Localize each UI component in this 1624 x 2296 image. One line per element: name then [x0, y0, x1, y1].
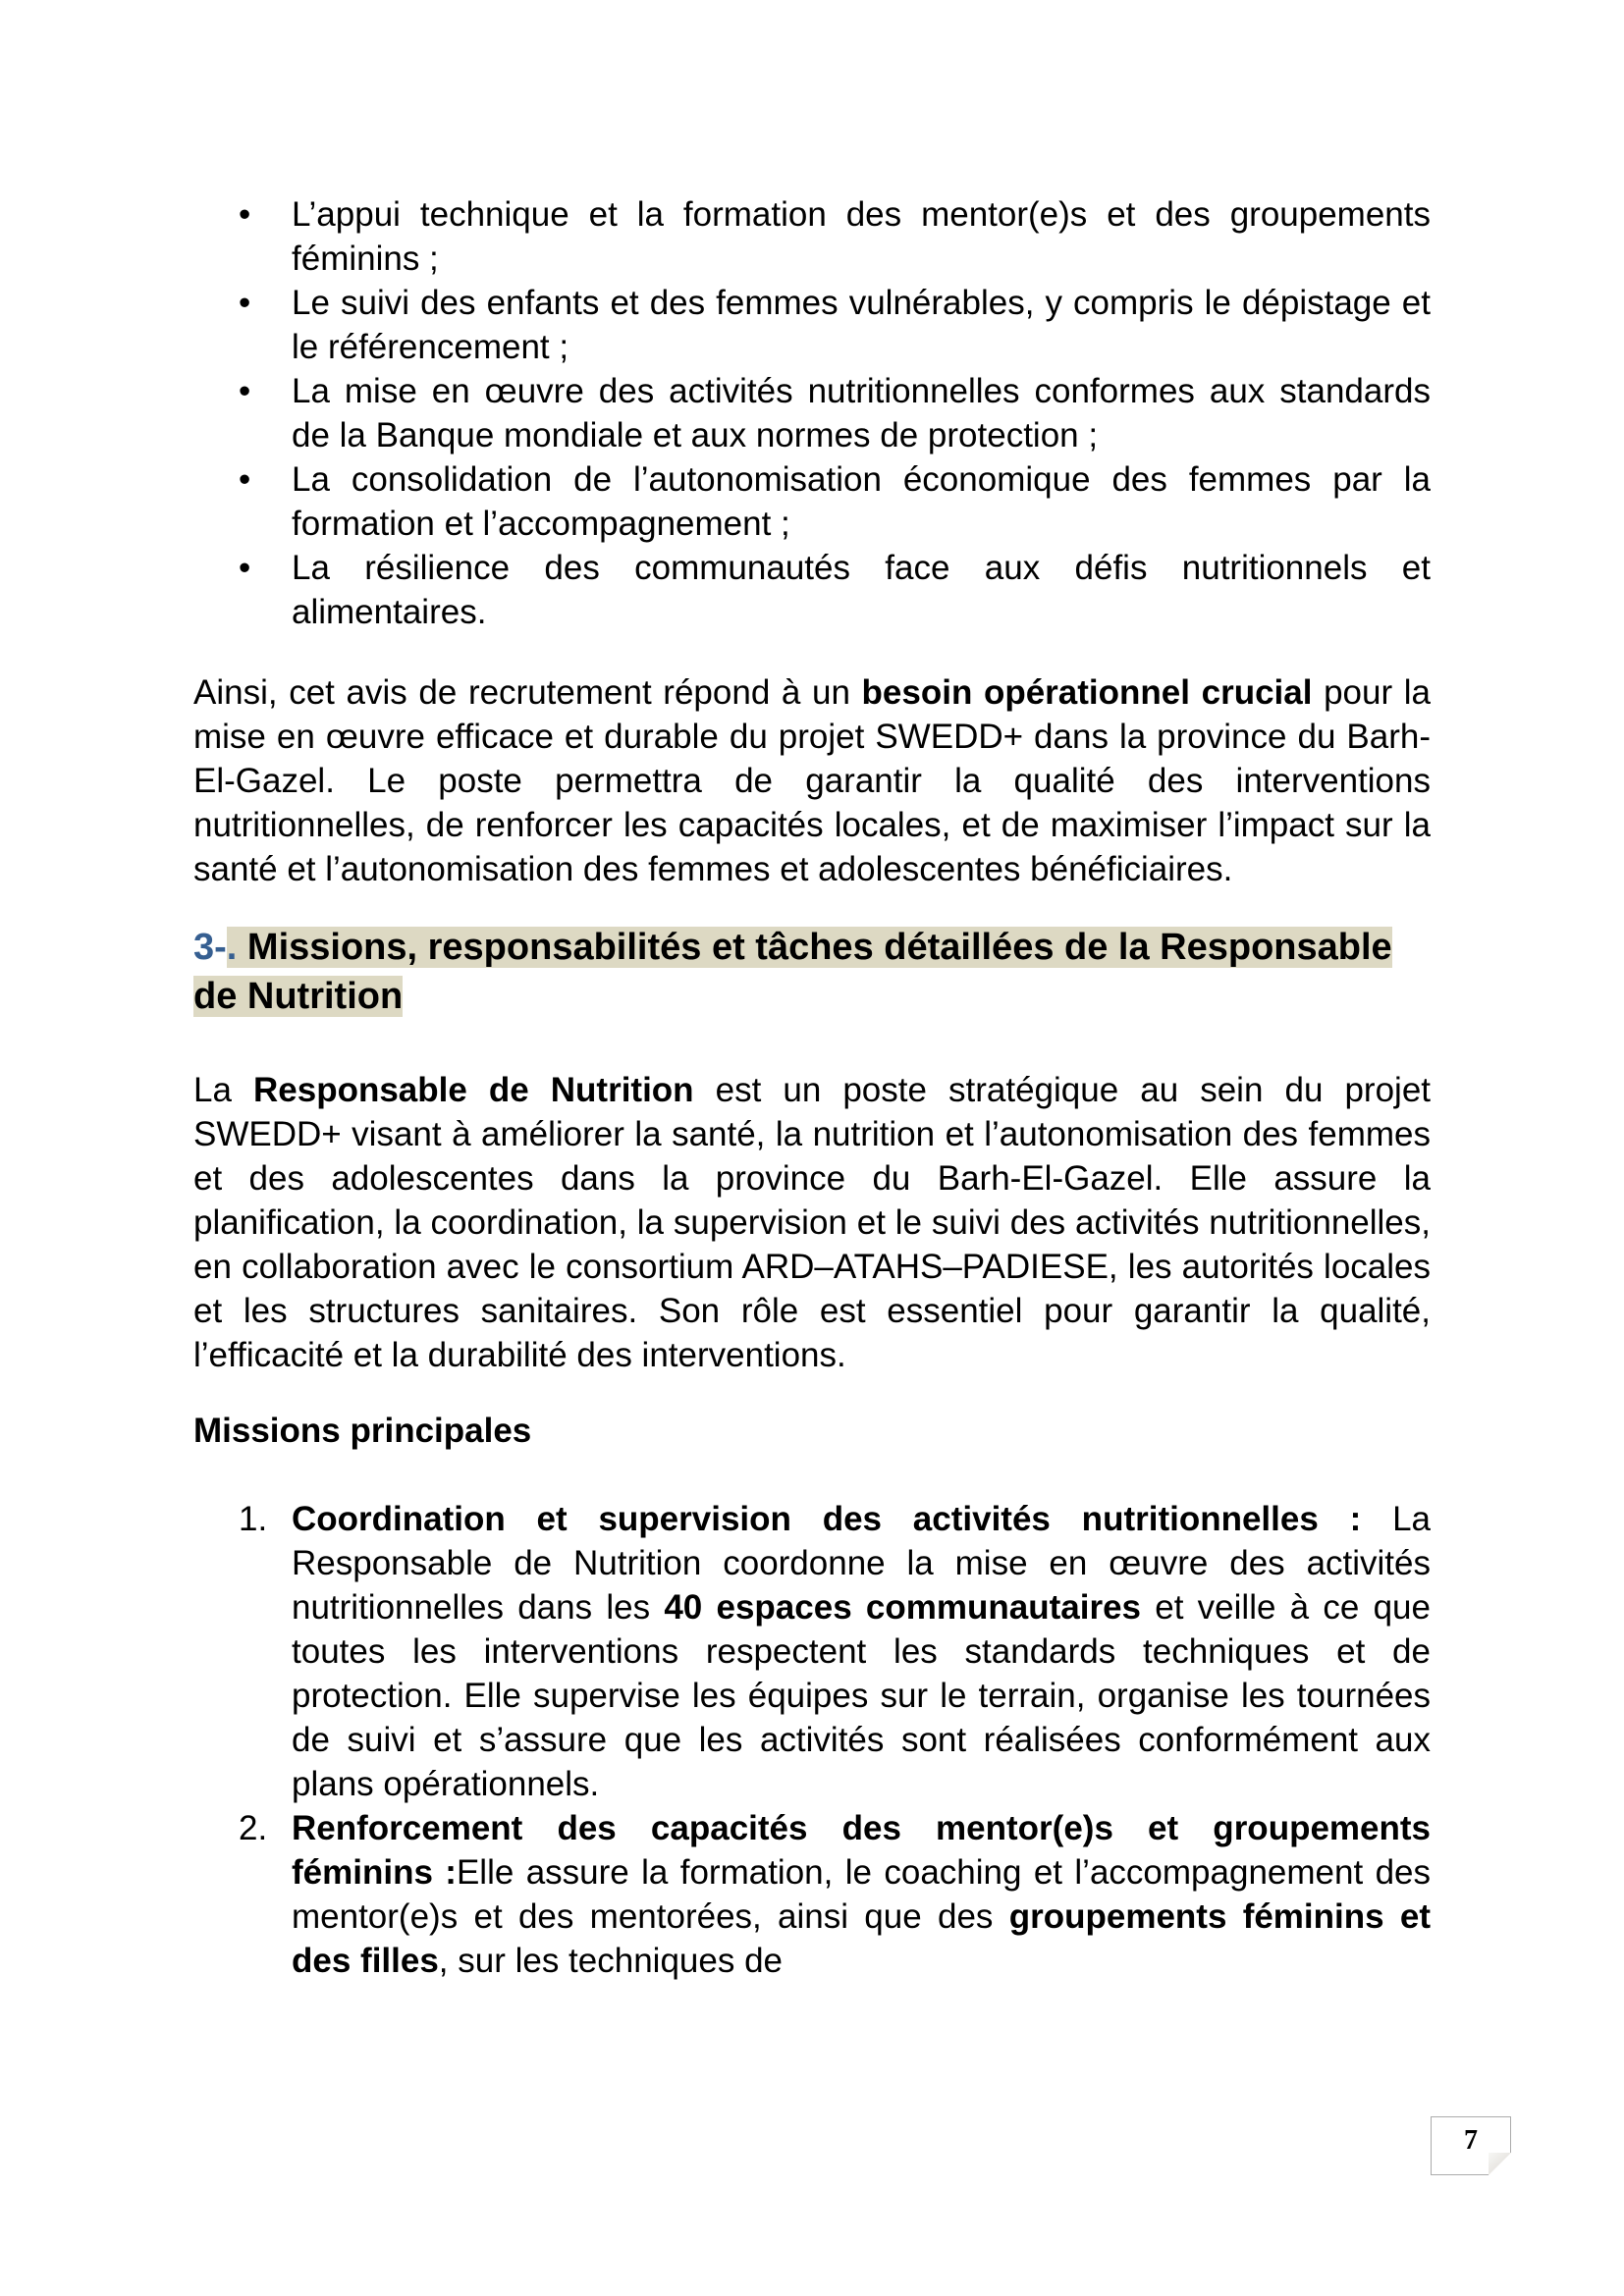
list-item-text — [292, 1500, 1431, 1803]
list-item — [193, 281, 1431, 369]
text-run: et veille à ce que toutes les interventions respectent les standards techniques et de protection. Elle supervise les équipes sur le terrain, organise les tournées de suivi et s’assure que les activités sont réalisées conformément aux plans opérationnels. — [292, 1588, 1431, 1803]
section-heading-missions — [193, 923, 1431, 1021]
text-run: L’appui technique et la formation des mentor(e)s et des groupements féminins ; — [292, 195, 1431, 278]
folded-corner-icon — [1489, 2153, 1511, 2175]
list-item — [193, 192, 1431, 281]
list-number: 1. — [239, 1500, 268, 1538]
text-run: La Responsable de Nutrition coordonne la mise en œuvre des activités nutritionnelles dans les — [292, 1500, 1431, 1627]
numbered-list — [193, 1497, 1431, 1983]
bullet-icon: • — [239, 195, 251, 234]
list-item — [193, 1806, 1431, 1983]
list-number: 2. — [239, 1809, 268, 1847]
bullet-icon: • — [239, 460, 251, 499]
subheading-missions-principales: Missions principales — [193, 1412, 532, 1450]
list-item-text — [292, 195, 1431, 278]
bullet-list — [193, 192, 1431, 634]
list-item-text — [292, 460, 1431, 543]
text-run: 3- — [193, 927, 227, 968]
text-run: Ainsi, cet avis de recrutement répond à un — [193, 673, 862, 712]
text-run: Renforcement des capacités des mentor(e)s et groupements féminins : — [292, 1809, 1431, 1892]
text-run: Le suivi des enfants et des femmes vulnérables, y compris le dépistage et le référencement ; — [292, 284, 1431, 366]
text-run: Elle assure la formation, le coaching et l’accompagnement des mentor(e)s et des mentorées, ainsi que des — [292, 1853, 1431, 1936]
text-run: pour la mise en œuvre efficace et durable du projet SWEDD+ dans la province du Barh-El-Gazel. Le poste permettra de garantir la qualité des interventions nutritionnelles, de renforcer les capacités locales, et de maximiser l’impact sur la santé et l’autonomisation des femmes et adolescentes bénéficiaires. — [193, 673, 1431, 888]
text-run: , sur les techniques de — [438, 1942, 784, 1980]
list-item-text — [292, 549, 1431, 631]
text-run: est un poste stratégique au sein du projet SWEDD+ visant à améliorer la santé, la nutrition et l’autonomisation des femmes et des adolescentes dans la province du Barh-El-Gazel. Elle assure la planification, la coordination, la supervision et le suivi des activités nutritionnelles, en collaboration avec le consortium ARD–ATAHS–PADIESE, les autorités locales et les structures sanitaires. Son rôle est essentiel pour garantir la qualité, l’efficacité et la durabilité des interventions. — [193, 1071, 1432, 1374]
bullet-icon: • — [239, 372, 251, 410]
list-item — [193, 546, 1431, 634]
list-item — [193, 457, 1431, 546]
list-item-text — [292, 1809, 1431, 1980]
page-number: 7 — [1464, 2125, 1478, 2156]
text-run: La consolidation de l’autonomisation économique des femmes par la formation et l’accompagnement ; — [292, 460, 1431, 543]
text-run: Responsable de Nutrition — [252, 1071, 694, 1109]
paragraph-operational-need — [193, 670, 1431, 891]
text-run: La — [193, 1071, 253, 1109]
list-item-text — [292, 372, 1431, 454]
list-item — [193, 1497, 1431, 1806]
text-run: 40 espaces communautaires — [664, 1588, 1141, 1627]
text-run: . — [226, 927, 238, 968]
text-run: groupements féminins et des filles — [292, 1897, 1432, 1980]
page-content — [193, 192, 1431, 1983]
text-run: besoin opérationnel crucial — [861, 673, 1313, 712]
text-run: Missions, responsabilités et tâches détaillées de la Responsable de Nutrition — [193, 927, 1392, 1017]
page-number-box — [1431, 2116, 1511, 2175]
text-run: La mise en œuvre des activités nutritionnelles conformes aux standards de la Banque mondiale et aux normes de protection ; — [292, 372, 1431, 454]
list-item — [193, 369, 1431, 457]
paragraph-responsable-role — [193, 1068, 1431, 1377]
list-item-text — [292, 284, 1431, 366]
bullet-icon: • — [239, 549, 251, 587]
bullet-icon: • — [239, 284, 251, 322]
text-run: Coordination et supervision des activités nutritionnelles : — [292, 1500, 1393, 1538]
text-run: La résilience des communautés face aux défis nutritionnels et alimentaires. — [292, 549, 1431, 631]
